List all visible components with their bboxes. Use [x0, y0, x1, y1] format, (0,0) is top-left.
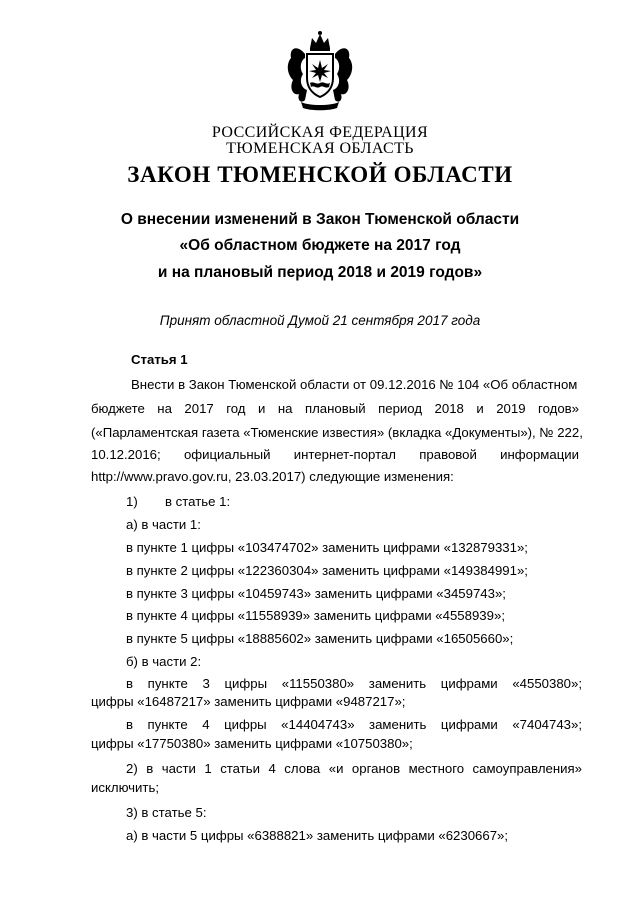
- intro-line: бюджете на 2017 год и на плановый период 2018 и 2019 годов»: [91, 401, 579, 416]
- intro-line: Внести в Закон Тюменской области от 09.12.2016 № 104 «Об областном: [131, 377, 578, 392]
- document-type-heading: ЗАКОН ТЮМЕНСКОЙ ОБЛАСТИ: [127, 162, 513, 187]
- amendment-point-continuation: цифры «16487217» заменить цифрами «9487217»;: [91, 694, 406, 709]
- part-b-heading: б) в части 2:: [126, 654, 202, 669]
- amendment-point: в пункте 5 цифры «18885602» заменить цифрами «16505660»;: [126, 631, 514, 646]
- item-2-text: 2) в части 1 статьи 4 слова «и органов местного самоуправления»: [126, 761, 582, 776]
- law-title-line-1: О внесении изменений в Закон Тюменской области: [120, 211, 520, 228]
- coat-of-arms-emblem: [283, 30, 357, 112]
- amendment-point: в пункте 2 цифры «122360304» заменить цифрами «149384991»;: [126, 563, 528, 578]
- law-title-line-3: и на плановый период 2018 и 2019 годов»: [157, 264, 483, 281]
- amendment-point: в пункте 1 цифры «103474702» заменить цифрами «132879331»;: [126, 540, 528, 555]
- intro-line: http://www.pravo.gov.ru, 23.03.2017) следующие изменения:: [91, 469, 454, 484]
- item-1-number: 1): [126, 494, 138, 509]
- amendment-point: в пункте 4 цифры «11558939» заменить цифрами «4558939»;: [126, 608, 505, 623]
- amendment-point: в пункте 3 цифры «11550380» заменить цифрами «4550380»;: [126, 676, 582, 691]
- intro-line: 10.12.2016; официальный интернет-портал правовой информации: [91, 447, 579, 462]
- item-2-continuation: исключить;: [91, 780, 159, 795]
- region-heading: ТЮМЕНСКАЯ ОБЛАСТЬ: [226, 140, 414, 157]
- item-3-part-a: а) в части 5 цифры «6388821» заменить цифрами «6230667»;: [126, 828, 509, 843]
- amendment-point: в пункте 4 цифры «14404743» заменить цифрами «7404743»;: [126, 717, 582, 732]
- adoption-note: Принят областной Думой 21 сентября 2017 года: [159, 313, 481, 328]
- article-heading: Статья 1: [131, 352, 188, 367]
- law-title-line-2: «Об областном бюджете на 2017 год: [179, 237, 461, 254]
- item-1-text: в статье 1:: [165, 494, 231, 509]
- intro-line: («Парламентская газета «Тюменские известия» (вкладка «Документы»), № 222,: [91, 425, 583, 440]
- item-3-text: 3) в статье 5:: [126, 805, 207, 820]
- amendment-point: в пункте 3 цифры «10459743» заменить цифрами «3459743»;: [126, 586, 506, 601]
- country-heading: РОССИЙСКАЯ ФЕДЕРАЦИЯ: [211, 124, 429, 141]
- part-a-heading: а) в части 1:: [126, 517, 201, 532]
- amendment-point-continuation: цифры «17750380» заменить цифрами «10750380»;: [91, 736, 413, 751]
